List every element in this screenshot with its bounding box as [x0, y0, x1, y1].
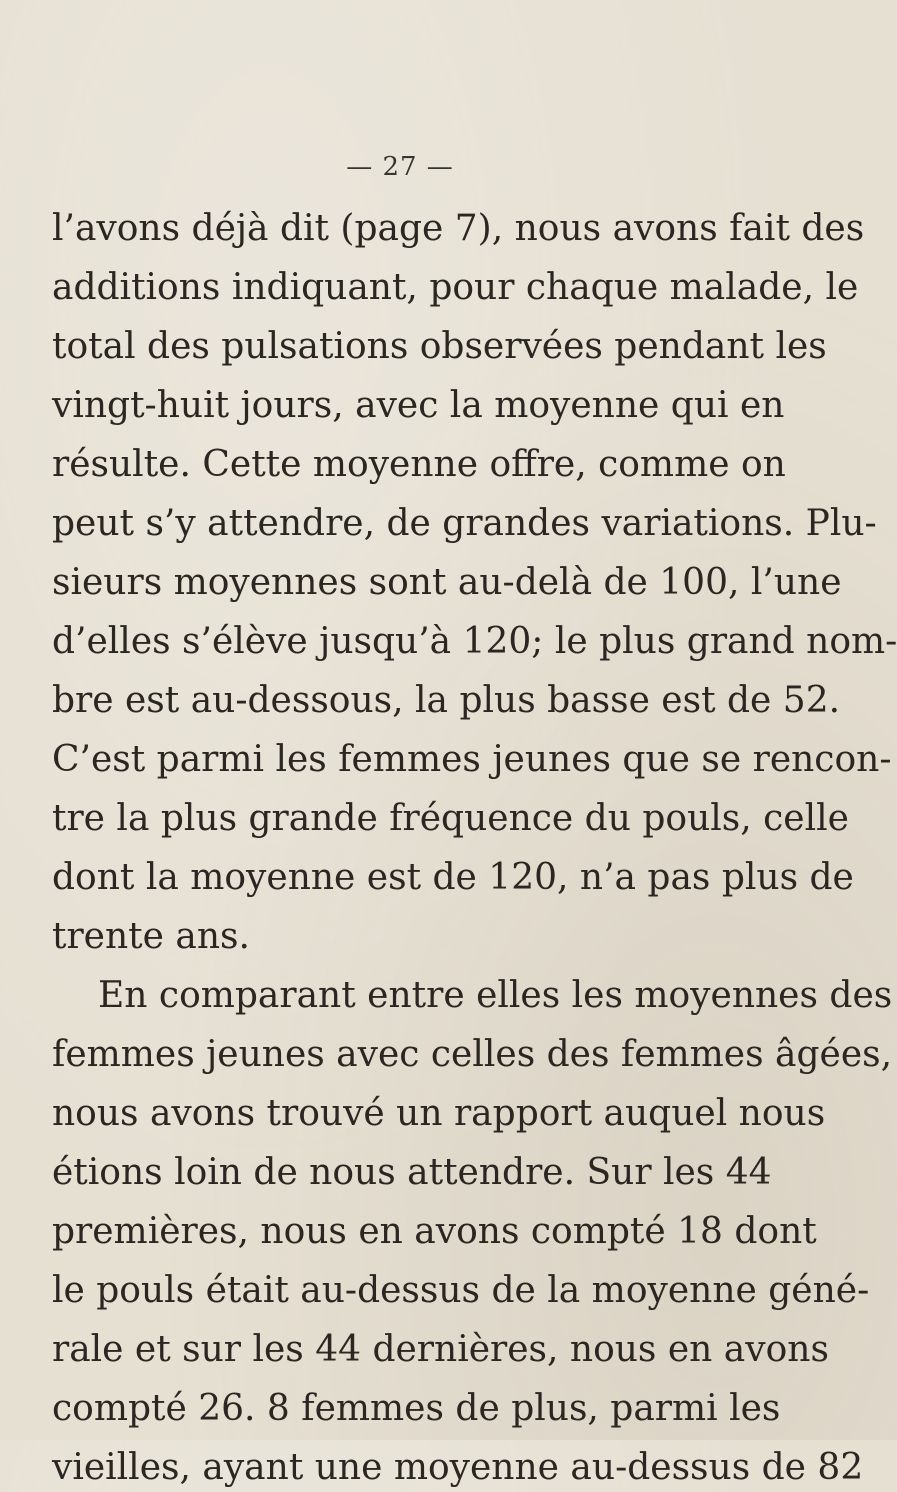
text-line-12: dont la moyenne est de 120, n’a pas plus de — [52, 857, 854, 898]
text-line-4: vingt-huit jours, avec la moyenne qui en — [52, 385, 785, 426]
text-line-16: nous avons trouvé un rapport auquel nous — [52, 1093, 826, 1134]
text-line-1: l’avons déjà dit (page 7), nous avons fait des — [52, 208, 865, 249]
text-line-15: femmes jeunes avec celles des femmes âgées, — [52, 1034, 893, 1075]
text-line-5: résulte. Cette moyenne offre, comme on — [52, 444, 786, 485]
text-line-14: En comparant entre elles les moyennes des — [98, 975, 893, 1016]
text-line-20: rale et sur les 44 dernières, nous en avons — [52, 1329, 829, 1370]
text-line-18: premières, nous en avons compté 18 dont — [52, 1211, 817, 1252]
text-line-7: sieurs moyennes sont au-delà de 100, l’une — [52, 562, 842, 603]
text-line-3: total des pulsations observées pendant les — [52, 326, 827, 367]
text-line-9: bre est au-dessous, la plus basse est de 52. — [52, 680, 841, 721]
text-line-6: peut s’y attendre, de grandes variations. Plu- — [52, 503, 877, 544]
text-line-13: trente ans. — [52, 916, 250, 957]
text-line-8: d’elles s’élève jusqu’à 120; le plus grand nom- — [52, 621, 897, 662]
text-line-22: vieilles, ayant une moyenne au-dessus de 82 — [52, 1447, 864, 1488]
text-line-2: additions indiquant, pour chaque malade, le — [52, 267, 859, 308]
text-line-10: C’est parmi les femmes jeunes que se rencon- — [52, 739, 892, 780]
text-line-19: le pouls était au-dessus de la moyenne géné- — [52, 1270, 870, 1311]
page-number-header: — 27 — — [346, 152, 454, 182]
text-line-11: tre la plus grande fréquence du pouls, celle — [52, 798, 849, 839]
text-line-21: compté 26. 8 femmes de plus, parmi les — [52, 1388, 781, 1429]
text-line-17: étions loin de nous attendre. Sur les 44 — [52, 1152, 772, 1193]
